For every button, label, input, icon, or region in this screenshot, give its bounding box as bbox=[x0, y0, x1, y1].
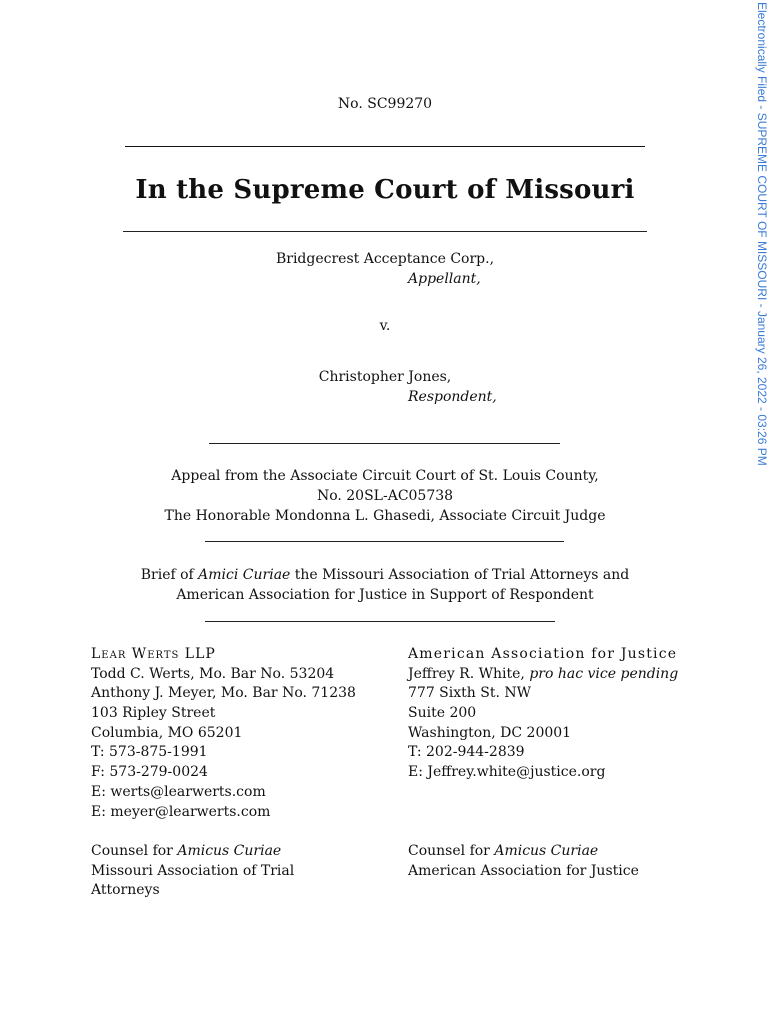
counsel-right bbox=[408, 645, 678, 881]
brief-title-line-2: American Association for Justice in Support of Respondent bbox=[176, 587, 594, 603]
appellant-name: Bridgecrest Acceptance Corp., bbox=[275, 251, 495, 267]
brief-prefix: Brief of bbox=[140, 567, 199, 583]
appeal-line-1: Appeal from the Associate Circuit Court of St. Louis County, bbox=[171, 468, 599, 484]
court-title: In the Supreme Court of Missouri bbox=[135, 175, 635, 205]
left-counsel-line: F: 573-279-0024 bbox=[91, 764, 208, 781]
left-client-line-2: Attorneys bbox=[91, 882, 160, 899]
spacer bbox=[408, 783, 678, 803]
right-firm-name: American Association for Justice bbox=[408, 646, 678, 662]
left-counsel-for bbox=[91, 842, 356, 862]
respondent-name: Christopher Jones, bbox=[318, 369, 452, 385]
right-client-line-1: American Association for Justice bbox=[408, 862, 639, 879]
versus: v. bbox=[379, 318, 391, 334]
left-counsel-line: Anthony J. Meyer, Mo. Bar No. 71238 bbox=[91, 685, 356, 702]
left-counsel-line: 103 Ripley Street bbox=[91, 705, 216, 722]
brief-amici: Amici Curiae bbox=[198, 567, 291, 583]
left-counsel-italic: Amicus Curiae bbox=[177, 842, 282, 859]
spacer bbox=[408, 822, 678, 842]
left-counsel-line: E: meyer@learwerts.com bbox=[91, 803, 271, 820]
spacer bbox=[408, 803, 678, 823]
left-counsel-line: T: 573-875-1991 bbox=[91, 744, 208, 761]
brief-rule bbox=[205, 621, 555, 622]
right-name-italic: pro hac vice pending bbox=[529, 665, 679, 682]
left-client-line-1: Missouri Association of Trial bbox=[91, 862, 295, 879]
right-counsel-name bbox=[408, 665, 678, 685]
right-counsel-for bbox=[408, 842, 678, 862]
counsel-left bbox=[91, 645, 356, 901]
parties-rule bbox=[209, 443, 560, 444]
right-counsel-line: Suite 200 bbox=[408, 705, 477, 722]
right-counsel-italic: Amicus Curiae bbox=[494, 842, 599, 859]
right-name-text: Jeffrey R. White, bbox=[408, 665, 530, 682]
left-counsel-line: Columbia, MO 65201 bbox=[91, 724, 243, 741]
left-counsel-prefix: Counsel for bbox=[91, 842, 178, 859]
right-counsel-line: Washington, DC 20001 bbox=[408, 724, 572, 741]
appeal-line-3: The Honorable Mondonna L. Ghasedi, Associate Circuit Judge bbox=[164, 508, 606, 524]
right-counsel-line: E: Jeffrey.white@justice.org bbox=[408, 764, 606, 781]
left-counsel-line: Todd C. Werts, Mo. Bar No. 53204 bbox=[91, 665, 335, 682]
brief-title-line-1 bbox=[0, 565, 770, 585]
brief-suffix: the Missouri Association of Trial Attorneys and bbox=[290, 567, 630, 583]
title-rule bbox=[123, 231, 647, 232]
right-counsel-line: 777 Sixth St. NW bbox=[408, 685, 531, 702]
appeal-line-2: No. 20SL-AC05738 bbox=[316, 488, 454, 504]
appeal-rule bbox=[205, 541, 564, 542]
top-rule bbox=[125, 146, 645, 147]
left-counsel-line: E: werts@learwerts.com bbox=[91, 783, 266, 800]
spacer bbox=[91, 822, 356, 842]
docket-number: No. SC99270 bbox=[337, 96, 433, 112]
appellant-role: Appellant, bbox=[408, 271, 481, 287]
right-counsel-line: T: 202-944-2839 bbox=[408, 744, 525, 761]
respondent-role: Respondent, bbox=[408, 389, 497, 405]
right-counsel-prefix: Counsel for bbox=[408, 842, 495, 859]
left-firm-name: Lear Werts LLP bbox=[91, 646, 216, 662]
electronic-filing-stamp: Electronically Filed - SUPREME COURT OF MISSOURI - January 26, 2022 - 03:26 PM bbox=[755, 2, 769, 466]
